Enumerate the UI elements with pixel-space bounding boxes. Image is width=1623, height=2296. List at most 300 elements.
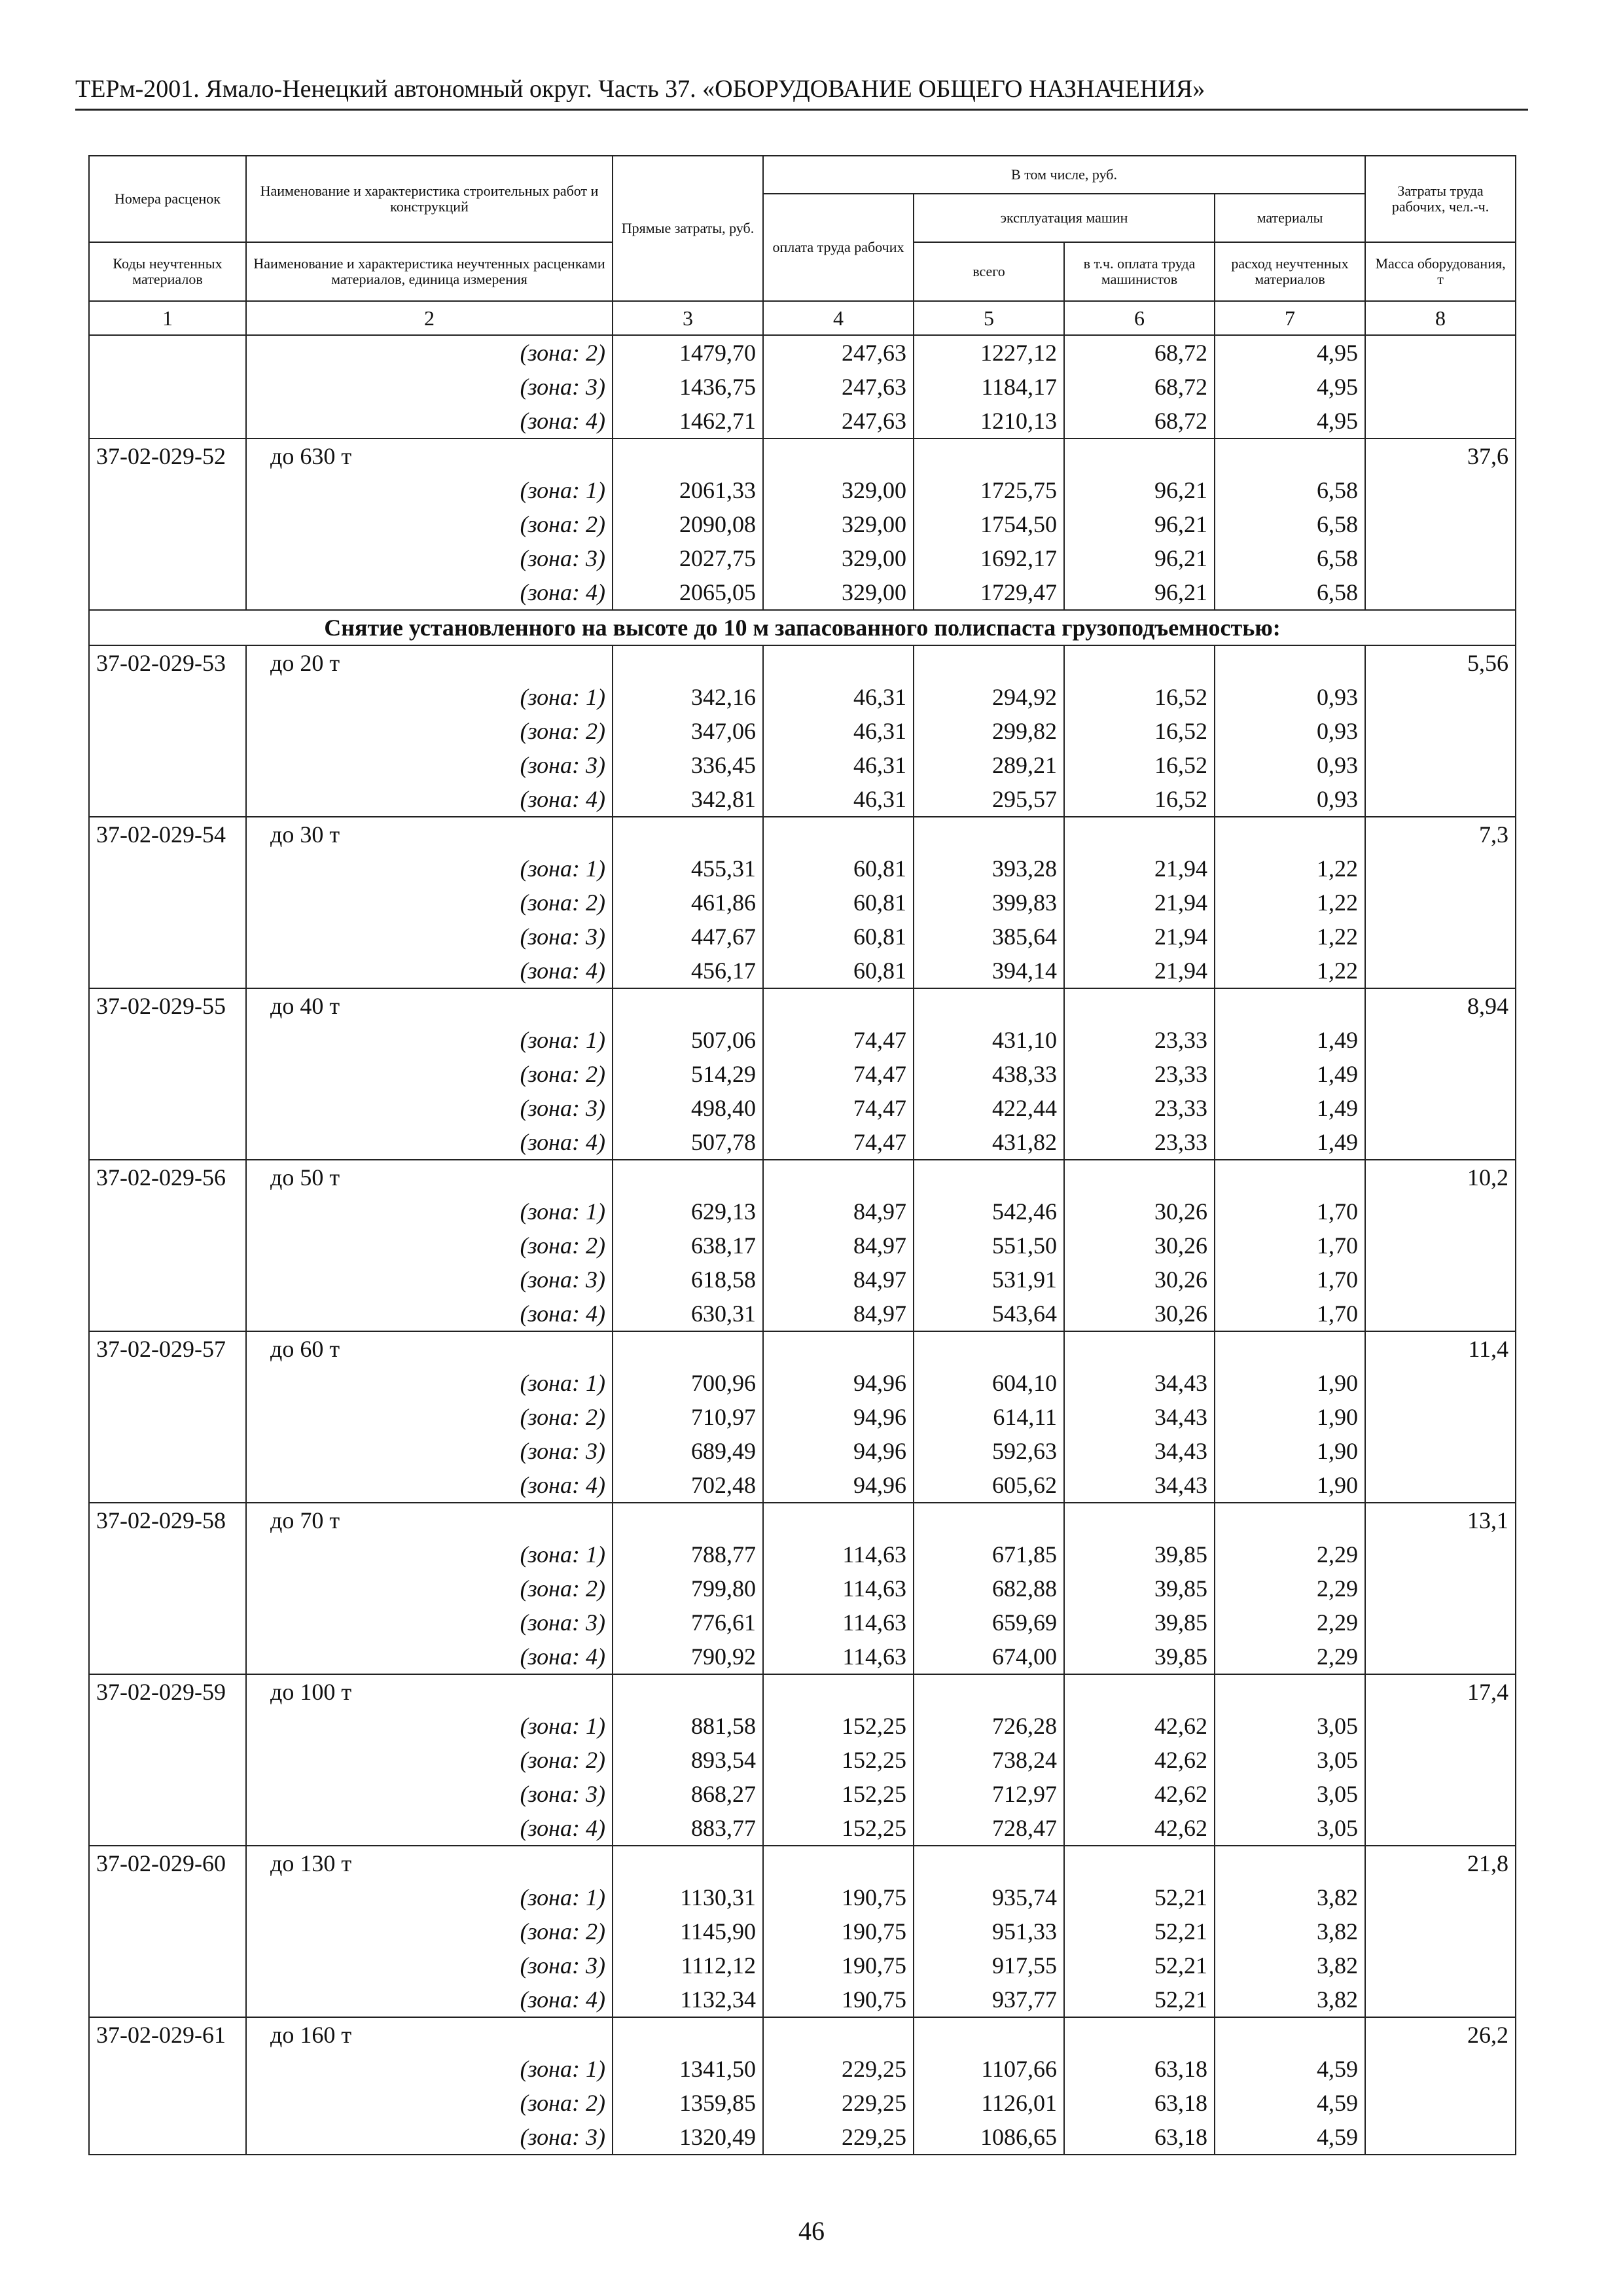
- rate-code-cell: 37-02-029-61: [89, 2017, 246, 2052]
- value-cell-c4: 94,96: [763, 1366, 914, 1400]
- mass-cell: 13,1: [1365, 1503, 1516, 1537]
- value-cell-c7: 3,05: [1215, 1743, 1365, 1777]
- empty-cell: [1064, 1160, 1215, 1194]
- empty-cell: [1064, 439, 1215, 473]
- empty-cell: [763, 1331, 914, 1366]
- value-cell-c7: 6,58: [1215, 541, 1365, 575]
- value-cell-c6: 68,72: [1064, 370, 1215, 404]
- value-cell-c6: 16,52: [1064, 782, 1215, 817]
- page-number: 46: [798, 2216, 825, 2246]
- mass-cell: [1365, 541, 1516, 575]
- value-cell-c5: 1184,17: [914, 370, 1064, 404]
- column-number: 1: [89, 301, 246, 335]
- table-row: [89, 2017, 1516, 2052]
- value-cell-c3: 342,81: [613, 782, 763, 817]
- rate-code-cell: [89, 1948, 246, 1982]
- table-row: [89, 988, 1516, 1023]
- value-cell-c6: 21,94: [1064, 920, 1215, 954]
- rate-code-cell: [89, 2052, 246, 2086]
- value-cell-c5: 431,10: [914, 1023, 1064, 1057]
- mass-cell: [1365, 1468, 1516, 1503]
- rate-code-cell: 37-02-029-58: [89, 1503, 246, 1537]
- value-cell-c7: 1,90: [1215, 1400, 1365, 1434]
- value-cell-c5: 294,92: [914, 680, 1064, 714]
- mass-cell: [1365, 1743, 1516, 1777]
- value-cell-c5: 935,74: [914, 1880, 1064, 1914]
- rate-code-cell: [89, 541, 246, 575]
- rate-code-cell: [89, 1537, 246, 1571]
- rate-code-cell: [89, 1297, 246, 1331]
- rate-code-cell: [89, 1811, 246, 1846]
- table-row: [89, 1503, 1516, 1537]
- value-cell-c4: 329,00: [763, 575, 914, 610]
- rate-code-cell: [89, 575, 246, 610]
- rate-code-cell: 37-02-029-57: [89, 1331, 246, 1366]
- empty-cell: [763, 439, 914, 473]
- value-cell-c6: 16,52: [1064, 748, 1215, 782]
- zone-cell: (зона: 1): [246, 473, 613, 507]
- value-cell-c3: 638,17: [613, 1229, 763, 1263]
- value-cell-c7: 1,49: [1215, 1057, 1365, 1091]
- value-cell-c3: 630,31: [613, 1297, 763, 1331]
- rate-code-cell: [89, 1434, 246, 1468]
- rate-code-cell: [89, 335, 246, 370]
- value-cell-c3: 799,80: [613, 1571, 763, 1605]
- empty-cell: [1215, 439, 1365, 473]
- empty-cell: [613, 645, 763, 680]
- zone-cell: (зона: 2): [246, 886, 613, 920]
- work-name-cell: до 160 т: [246, 2017, 613, 2052]
- rate-code-cell: [89, 473, 246, 507]
- col-including-header: В том числе, руб.: [763, 156, 1365, 194]
- zone-cell: (зона: 2): [246, 714, 613, 748]
- empty-cell: [914, 1331, 1064, 1366]
- mass-cell: [1365, 1948, 1516, 1982]
- value-cell-c4: 94,96: [763, 1468, 914, 1503]
- value-cell-c3: 1479,70: [613, 335, 763, 370]
- mass-cell: [1365, 782, 1516, 817]
- rate-code-cell: [89, 1640, 246, 1674]
- value-cell-c3: 2065,05: [613, 575, 763, 610]
- value-cell-c4: 329,00: [763, 507, 914, 541]
- table-row: [89, 1571, 1516, 1605]
- zone-cell: (зона: 2): [246, 335, 613, 370]
- value-cell-c6: 23,33: [1064, 1125, 1215, 1160]
- value-cell-c4: 152,25: [763, 1777, 914, 1811]
- table-row: [89, 1229, 1516, 1263]
- table-row: [89, 748, 1516, 782]
- rate-code-cell: [89, 852, 246, 886]
- mass-cell: [1365, 1023, 1516, 1057]
- mass-cell: 21,8: [1365, 1846, 1516, 1880]
- table-row: [89, 541, 1516, 575]
- value-cell-c4: 247,63: [763, 404, 914, 439]
- rate-code-cell: [89, 1914, 246, 1948]
- value-cell-c5: 1729,47: [914, 575, 1064, 610]
- value-cell-c5: 393,28: [914, 852, 1064, 886]
- value-cell-c4: 229,25: [763, 2120, 914, 2155]
- value-cell-c4: 60,81: [763, 886, 914, 920]
- zone-cell: (зона: 4): [246, 1982, 613, 2017]
- empty-cell: [1215, 1331, 1365, 1366]
- rate-code-cell: [89, 886, 246, 920]
- value-cell-c6: 52,21: [1064, 1880, 1215, 1914]
- rate-code-cell: [89, 1709, 246, 1743]
- empty-cell: [1215, 645, 1365, 680]
- empty-cell: [613, 439, 763, 473]
- value-cell-c3: 1359,85: [613, 2086, 763, 2120]
- col-machines-total-header: всего: [914, 242, 1064, 301]
- value-cell-c5: 728,47: [914, 1811, 1064, 1846]
- value-cell-c7: 0,93: [1215, 680, 1365, 714]
- mass-cell: [1365, 335, 1516, 370]
- zone-cell: (зона: 2): [246, 1400, 613, 1434]
- value-cell-c7: 1,90: [1215, 1434, 1365, 1468]
- empty-cell: [613, 817, 763, 852]
- value-cell-c4: 46,31: [763, 680, 914, 714]
- rate-code-cell: [89, 1263, 246, 1297]
- value-cell-c4: 84,97: [763, 1194, 914, 1229]
- table-row: [89, 1160, 1516, 1194]
- col-material-codes-header: Коды неучтенных материалов: [89, 242, 246, 301]
- value-cell-c5: 605,62: [914, 1468, 1064, 1503]
- zone-cell: (зона: 2): [246, 1057, 613, 1091]
- value-cell-c5: 917,55: [914, 1948, 1064, 1982]
- mass-cell: [1365, 1400, 1516, 1434]
- zone-cell: (зона: 3): [246, 1948, 613, 1982]
- mass-cell: [1365, 1194, 1516, 1229]
- value-cell-c6: 42,62: [1064, 1709, 1215, 1743]
- rate-code-cell: [89, 1400, 246, 1434]
- empty-cell: [1064, 988, 1215, 1023]
- empty-cell: [763, 1160, 914, 1194]
- table-row: [89, 1023, 1516, 1057]
- value-cell-c7: 0,93: [1215, 748, 1365, 782]
- value-cell-c6: 42,62: [1064, 1811, 1215, 1846]
- value-cell-c4: 84,97: [763, 1229, 914, 1263]
- value-cell-c4: 60,81: [763, 920, 914, 954]
- table-row: [89, 1811, 1516, 1846]
- value-cell-c6: 63,18: [1064, 2052, 1215, 2086]
- value-cell-c3: 883,77: [613, 1811, 763, 1846]
- work-name-cell: до 60 т: [246, 1331, 613, 1366]
- value-cell-c5: 431,82: [914, 1125, 1064, 1160]
- table-row: [89, 2086, 1516, 2120]
- column-number: 5: [914, 301, 1064, 335]
- value-cell-c6: 68,72: [1064, 335, 1215, 370]
- empty-cell: [1215, 817, 1365, 852]
- value-cell-c6: 34,43: [1064, 1400, 1215, 1434]
- table-row: [89, 575, 1516, 610]
- table-row: [89, 439, 1516, 473]
- table-header: [89, 156, 1516, 335]
- value-cell-c4: 114,63: [763, 1605, 914, 1640]
- value-cell-c3: 507,06: [613, 1023, 763, 1057]
- column-number: 3: [613, 301, 763, 335]
- value-cell-c4: 114,63: [763, 1571, 914, 1605]
- rate-code-cell: 37-02-029-52: [89, 439, 246, 473]
- value-cell-c3: 629,13: [613, 1194, 763, 1229]
- value-cell-c6: 52,21: [1064, 1982, 1215, 2017]
- value-cell-c3: 336,45: [613, 748, 763, 782]
- empty-cell: [1215, 1503, 1365, 1537]
- mass-cell: [1365, 2120, 1516, 2155]
- value-cell-c6: 23,33: [1064, 1091, 1215, 1125]
- mass-cell: [1365, 370, 1516, 404]
- value-cell-c3: 1112,12: [613, 1948, 763, 1982]
- empty-cell: [1064, 1846, 1215, 1880]
- mass-cell: 10,2: [1365, 1160, 1516, 1194]
- value-cell-c5: 551,50: [914, 1229, 1064, 1263]
- empty-cell: [914, 2017, 1064, 2052]
- value-cell-c3: 689,49: [613, 1434, 763, 1468]
- value-cell-c5: 1725,75: [914, 473, 1064, 507]
- value-cell-c6: 42,62: [1064, 1743, 1215, 1777]
- value-cell-c7: 1,90: [1215, 1468, 1365, 1503]
- value-cell-c5: 674,00: [914, 1640, 1064, 1674]
- value-cell-c6: 63,18: [1064, 2086, 1215, 2120]
- value-cell-c5: 1754,50: [914, 507, 1064, 541]
- value-cell-c3: 788,77: [613, 1537, 763, 1571]
- value-cell-c6: 63,18: [1064, 2120, 1215, 2155]
- value-cell-c5: 1210,13: [914, 404, 1064, 439]
- mass-cell: [1365, 1537, 1516, 1571]
- value-cell-c4: 229,25: [763, 2086, 914, 2120]
- value-cell-c5: 592,63: [914, 1434, 1064, 1468]
- value-cell-c7: 1,90: [1215, 1366, 1365, 1400]
- value-cell-c4: 84,97: [763, 1297, 914, 1331]
- table-row: [89, 1091, 1516, 1125]
- table-row: [89, 1263, 1516, 1297]
- table-row: [89, 1400, 1516, 1434]
- mass-cell: 8,94: [1365, 988, 1516, 1023]
- value-cell-c7: 4,95: [1215, 370, 1365, 404]
- empty-cell: [613, 1331, 763, 1366]
- rate-code-cell: 37-02-029-55: [89, 988, 246, 1023]
- value-cell-c4: 190,75: [763, 1982, 914, 2017]
- rate-code-cell: [89, 1366, 246, 1400]
- value-cell-c6: 34,43: [1064, 1366, 1215, 1400]
- value-cell-c6: 34,43: [1064, 1468, 1215, 1503]
- table-row: [89, 714, 1516, 748]
- table-row: [89, 1468, 1516, 1503]
- value-cell-c6: 52,21: [1064, 1948, 1215, 1982]
- value-cell-c3: 710,97: [613, 1400, 763, 1434]
- value-cell-c3: 1320,49: [613, 2120, 763, 2155]
- zone-cell: (зона: 3): [246, 541, 613, 575]
- value-cell-c3: 776,61: [613, 1605, 763, 1640]
- value-cell-c5: 1086,65: [914, 2120, 1064, 2155]
- empty-cell: [763, 645, 914, 680]
- empty-cell: [914, 1160, 1064, 1194]
- empty-cell: [914, 439, 1064, 473]
- value-cell-c4: 46,31: [763, 714, 914, 748]
- zone-cell: (зона: 3): [246, 2120, 613, 2155]
- value-cell-c4: 114,63: [763, 1640, 914, 1674]
- table-row: [89, 1125, 1516, 1160]
- zone-cell: (зона: 1): [246, 1366, 613, 1400]
- zone-cell: (зона: 3): [246, 1777, 613, 1811]
- value-cell-c6: 39,85: [1064, 1640, 1215, 1674]
- zone-cell: (зона: 2): [246, 1743, 613, 1777]
- table-row: [89, 2052, 1516, 2086]
- value-cell-c5: 422,44: [914, 1091, 1064, 1125]
- zone-cell: (зона: 1): [246, 852, 613, 886]
- value-cell-c5: 951,33: [914, 1914, 1064, 1948]
- value-cell-c7: 1,22: [1215, 920, 1365, 954]
- value-cell-c5: 399,83: [914, 886, 1064, 920]
- rate-code-cell: [89, 1880, 246, 1914]
- value-cell-c6: 52,21: [1064, 1914, 1215, 1948]
- value-cell-c7: 2,29: [1215, 1537, 1365, 1571]
- rate-code-cell: [89, 680, 246, 714]
- value-cell-c4: 152,25: [763, 1743, 914, 1777]
- col-equipment-mass-header: Масса оборудования, т: [1365, 242, 1516, 301]
- value-cell-c5: 614,11: [914, 1400, 1064, 1434]
- value-cell-c4: 329,00: [763, 541, 914, 575]
- empty-cell: [763, 1503, 914, 1537]
- zone-cell: (зона: 3): [246, 748, 613, 782]
- mass-cell: [1365, 1091, 1516, 1125]
- value-cell-c7: 1,70: [1215, 1297, 1365, 1331]
- value-cell-c7: 1,70: [1215, 1263, 1365, 1297]
- table-row: [89, 852, 1516, 886]
- value-cell-c6: 96,21: [1064, 541, 1215, 575]
- value-cell-c3: 342,16: [613, 680, 763, 714]
- table-row: [89, 1434, 1516, 1468]
- mass-cell: [1365, 1229, 1516, 1263]
- work-name-cell: до 40 т: [246, 988, 613, 1023]
- zone-cell: (зона: 4): [246, 1640, 613, 1674]
- column-number: 8: [1365, 301, 1516, 335]
- table-row: [89, 680, 1516, 714]
- value-cell-c5: 531,91: [914, 1263, 1064, 1297]
- mass-cell: [1365, 886, 1516, 920]
- value-cell-c6: 39,85: [1064, 1537, 1215, 1571]
- rate-code-cell: [89, 370, 246, 404]
- value-cell-c7: 3,82: [1215, 1880, 1365, 1914]
- value-cell-c6: 30,26: [1064, 1263, 1215, 1297]
- col-machines-header: эксплуатация машин: [914, 194, 1215, 242]
- value-cell-c4: 190,75: [763, 1880, 914, 1914]
- value-cell-c3: 893,54: [613, 1743, 763, 1777]
- value-cell-c5: 1692,17: [914, 541, 1064, 575]
- rate-code-cell: [89, 1777, 246, 1811]
- rate-code-cell: [89, 507, 246, 541]
- col-materials-header: материалы: [1215, 194, 1365, 242]
- empty-cell: [1064, 1503, 1215, 1537]
- zone-cell: (зона: 4): [246, 1468, 613, 1503]
- mass-cell: [1365, 920, 1516, 954]
- col-materials-usage-header: расход неучтенных материалов: [1215, 242, 1365, 301]
- value-cell-c7: 3,05: [1215, 1811, 1365, 1846]
- empty-cell: [613, 1503, 763, 1537]
- zone-cell: (зона: 1): [246, 1880, 613, 1914]
- zone-cell: (зона: 1): [246, 680, 613, 714]
- value-cell-c5: 604,10: [914, 1366, 1064, 1400]
- value-cell-c6: 30,26: [1064, 1194, 1215, 1229]
- value-cell-c7: 1,49: [1215, 1023, 1365, 1057]
- value-cell-c5: 299,82: [914, 714, 1064, 748]
- empty-cell: [763, 1846, 914, 1880]
- value-cell-c4: 74,47: [763, 1057, 914, 1091]
- table-row: [89, 1194, 1516, 1229]
- rate-code-cell: [89, 2120, 246, 2155]
- mass-cell: [1365, 1605, 1516, 1640]
- mass-cell: [1365, 1057, 1516, 1091]
- value-cell-c7: 3,05: [1215, 1709, 1365, 1743]
- value-cell-c6: 96,21: [1064, 507, 1215, 541]
- rate-code-cell: [89, 1194, 246, 1229]
- value-cell-c3: 347,06: [613, 714, 763, 748]
- value-cell-c5: 438,33: [914, 1057, 1064, 1091]
- mass-cell: [1365, 404, 1516, 439]
- value-cell-c6: 68,72: [1064, 404, 1215, 439]
- value-cell-c5: 738,24: [914, 1743, 1064, 1777]
- empty-cell: [1215, 988, 1365, 1023]
- rate-code-cell: [89, 920, 246, 954]
- table-row: [89, 370, 1516, 404]
- mass-cell: [1365, 748, 1516, 782]
- rate-code-cell: 37-02-029-53: [89, 645, 246, 680]
- value-cell-c5: 712,97: [914, 1777, 1064, 1811]
- column-number: 2: [246, 301, 613, 335]
- value-cell-c7: 1,70: [1215, 1229, 1365, 1263]
- zone-cell: (зона: 4): [246, 1297, 613, 1331]
- value-cell-c3: 498,40: [613, 1091, 763, 1125]
- mass-cell: [1365, 575, 1516, 610]
- work-name-cell: до 20 т: [246, 645, 613, 680]
- value-cell-c6: 23,33: [1064, 1057, 1215, 1091]
- rate-code-cell: [89, 782, 246, 817]
- col-machines-labor-header: в т.ч. оплата труда машинистов: [1064, 242, 1215, 301]
- value-cell-c7: 6,58: [1215, 473, 1365, 507]
- zone-cell: (зона: 4): [246, 575, 613, 610]
- col-work-name-header: Наименование и характеристика строительных работ и конструкций: [246, 156, 613, 242]
- mass-cell: [1365, 1811, 1516, 1846]
- value-cell-c6: 21,94: [1064, 886, 1215, 920]
- work-name-cell: до 50 т: [246, 1160, 613, 1194]
- table-row: [89, 1537, 1516, 1571]
- value-cell-c6: 96,21: [1064, 473, 1215, 507]
- rate-code-cell: [89, 1023, 246, 1057]
- value-cell-c4: 190,75: [763, 1948, 914, 1982]
- value-cell-c6: 21,94: [1064, 954, 1215, 988]
- value-cell-c3: 461,86: [613, 886, 763, 920]
- value-cell-c6: 16,52: [1064, 714, 1215, 748]
- table-row: [89, 1777, 1516, 1811]
- value-cell-c3: 514,29: [613, 1057, 763, 1091]
- value-cell-c4: 94,96: [763, 1434, 914, 1468]
- value-cell-c7: 1,70: [1215, 1194, 1365, 1229]
- table-row: [89, 473, 1516, 507]
- value-cell-c3: 447,67: [613, 920, 763, 954]
- zone-cell: (зона: 4): [246, 954, 613, 988]
- empty-cell: [914, 1674, 1064, 1709]
- mass-cell: [1365, 1125, 1516, 1160]
- col-rate-number-header: Номера расценок: [89, 156, 246, 242]
- value-cell-c4: 46,31: [763, 748, 914, 782]
- zone-cell: (зона: 3): [246, 920, 613, 954]
- zone-cell: (зона: 3): [246, 1434, 613, 1468]
- zone-cell: (зона: 4): [246, 782, 613, 817]
- zone-cell: (зона: 4): [246, 1125, 613, 1160]
- value-cell-c5: 295,57: [914, 782, 1064, 817]
- value-cell-c7: 2,29: [1215, 1640, 1365, 1674]
- value-cell-c5: 937,77: [914, 1982, 1064, 2017]
- empty-cell: [763, 1674, 914, 1709]
- col-direct-costs-header: Прямые затраты, руб.: [613, 156, 763, 301]
